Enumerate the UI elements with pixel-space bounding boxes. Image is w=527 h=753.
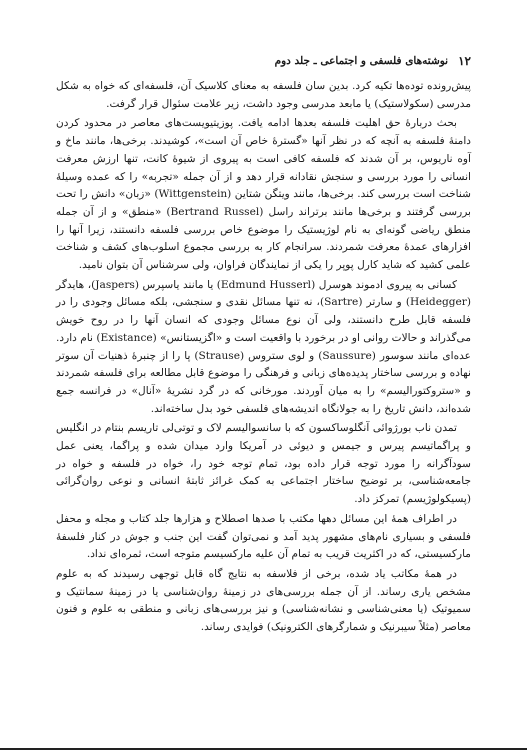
paragraph: پیش‌رونده توده‌ها تکیه کرد. بدین سان فلسفه به معنای کلاسیک آن، فلسفه‌ای که خواه به شکل مدرسی (سکولاستیک) یا مابعد مدرسی وجود داشت، زیر علامت سئوال قرار گرفت. <box>56 80 471 110</box>
page-header <box>56 52 471 70</box>
bottom-divider <box>0 748 527 750</box>
paragraph: در اطراف همهٔ این مسائل دهها مکتب با صدها اصطلاح و هزارها جلد کتاب و مجله و محفل فلسفی و بسیاری نام‌های مشهور پدید آمد و نمی‌توان گفت این جنب و جوش در کنار فلسفهٔ مارکسیستی، که در اکثریت قریب به تمام آن علیه مارکسیسم متوجه است، ثمره‌ای نداد. <box>56 512 471 561</box>
paragraph: تمدن ناب بورژوائی آنگلوساکسون که با سانسوالیسم لاک و توتی‌لی تاریسم بنتام در انگلیس و پراگماتیسم پیرس و جیمس و دیوئی در آمریکا وارد میدان شده و پراگما، یعنی عمل سودآگرانه را مورد توجه قرار داده بود، تمام توجه خود را، خواه در فلسفه و خواه در جامعه‌شناسی، بر توضیح ساختار اجتماعی به کمک غرائز ثابتهٔ انسانی و نوعی روان‌گرائی (پسیکولوژیسم) تمرکز داد. <box>56 422 471 506</box>
page-number: ۱۲ <box>458 54 471 68</box>
running-title: نوشته‌های فلسفی و اجتماعی ـ جلد دوم <box>274 55 449 67</box>
paragraph: بحث دربارهٔ حق اهلیت فلسفه بعدها ادامه یافت. پوزیتیویست‌های معاصر در محدود کردن دامنهٔ فلسفه به آنچه که در نظر آنها «گسترهٔ خاص آن است»، کوشیدند. برخی‌ها، مانند ماخ و آوه ناریوس، بر آن شدند که فلسفه کافی است به پیروی از شیوهٔ کانت، تنها ارزش معرفت انسانی را مورد بررسی و سنجش نقادانه قرار دهد و از آن جمله «تجربه» را که عمده وسیلهٔ شناخت است بررسی کند. برخی‌ها، مانند ویتگن شتاین (Wittgenstein) «زبان» دانش را تحت بررسی گرفتند و برخی‌ها مانند برتراند راسل (Bertrand Russel) «منطق» و از آن جمله منطق ریاضی گونه‌ای به نام لوژیستیک را موضوع خاص بررسی فلسفه دانستند، زیرا آنها را افزارهای عمدهٔ معرفت شمردند. سرانجام کار به بررسی مجموع اسلوب‌های کشف و شناخت علمی کشید که شاید کارل پوپر را یکی از نمایندگان فراوان، ولی سرشناس آن بتوان نامید. <box>56 117 471 272</box>
paragraph: کسانی به پیروی ادموند هوسرل (Edmund Husserl) یا مانند یاسپرس (Jaspers)، هایدگر (Heidegger) و سارتر (Sartre)، نه تنها مسائل نقدی و سنجشی، بلکه مسائل وجودی را در فلسفه قابل طرح دانستند، ولی آن نوع مسائل وجودی که انسان آنها را در روح خویش می‌گذراند و حالات روانی او در برخورد با واقعیت است و «اگزیستانس» (Existance) نام دارد. عده‌ای مانند سوسور (Saussure) و لوی ستروس (Strause) پا را از چنبرهٔ ذهنیات آن سوتر نهاده و بررسی ساختار پدیده‌های زبانی و فرهنگی را موضوع قابل مطالعه برای فلسفه شمردند و «ستروکتورالیسم» را به میان آوردند. مورخانی که در گرد نشریهٔ «آنال» در فرانسه جمع شده‌اند، دانش تاریخ را به جولانگاه اندیشه‌های فلسفی خود بدل ساخته‌اند. <box>56 278 472 415</box>
body-text <box>56 78 471 637</box>
paragraph: در همهٔ مکاتب یاد شده، برخی از فلاسفه به نتایج گاه قابل توجهی رسیدند که به علوم مشخص یاری رساند. از آن جمله بررسی‌های در زمینهٔ روان‌شناسی یا در زمینهٔ سمانتیک و سمیوتیک (یا معنی‌شناسی و نشانه‌شناسی) و نیز بررسی‌های زبانی و منطقی به علوم و فنون معاصر (مثلاً سیبرنیک و شمارگرهای الکترونیک) فوایدی رساند. <box>56 567 471 634</box>
